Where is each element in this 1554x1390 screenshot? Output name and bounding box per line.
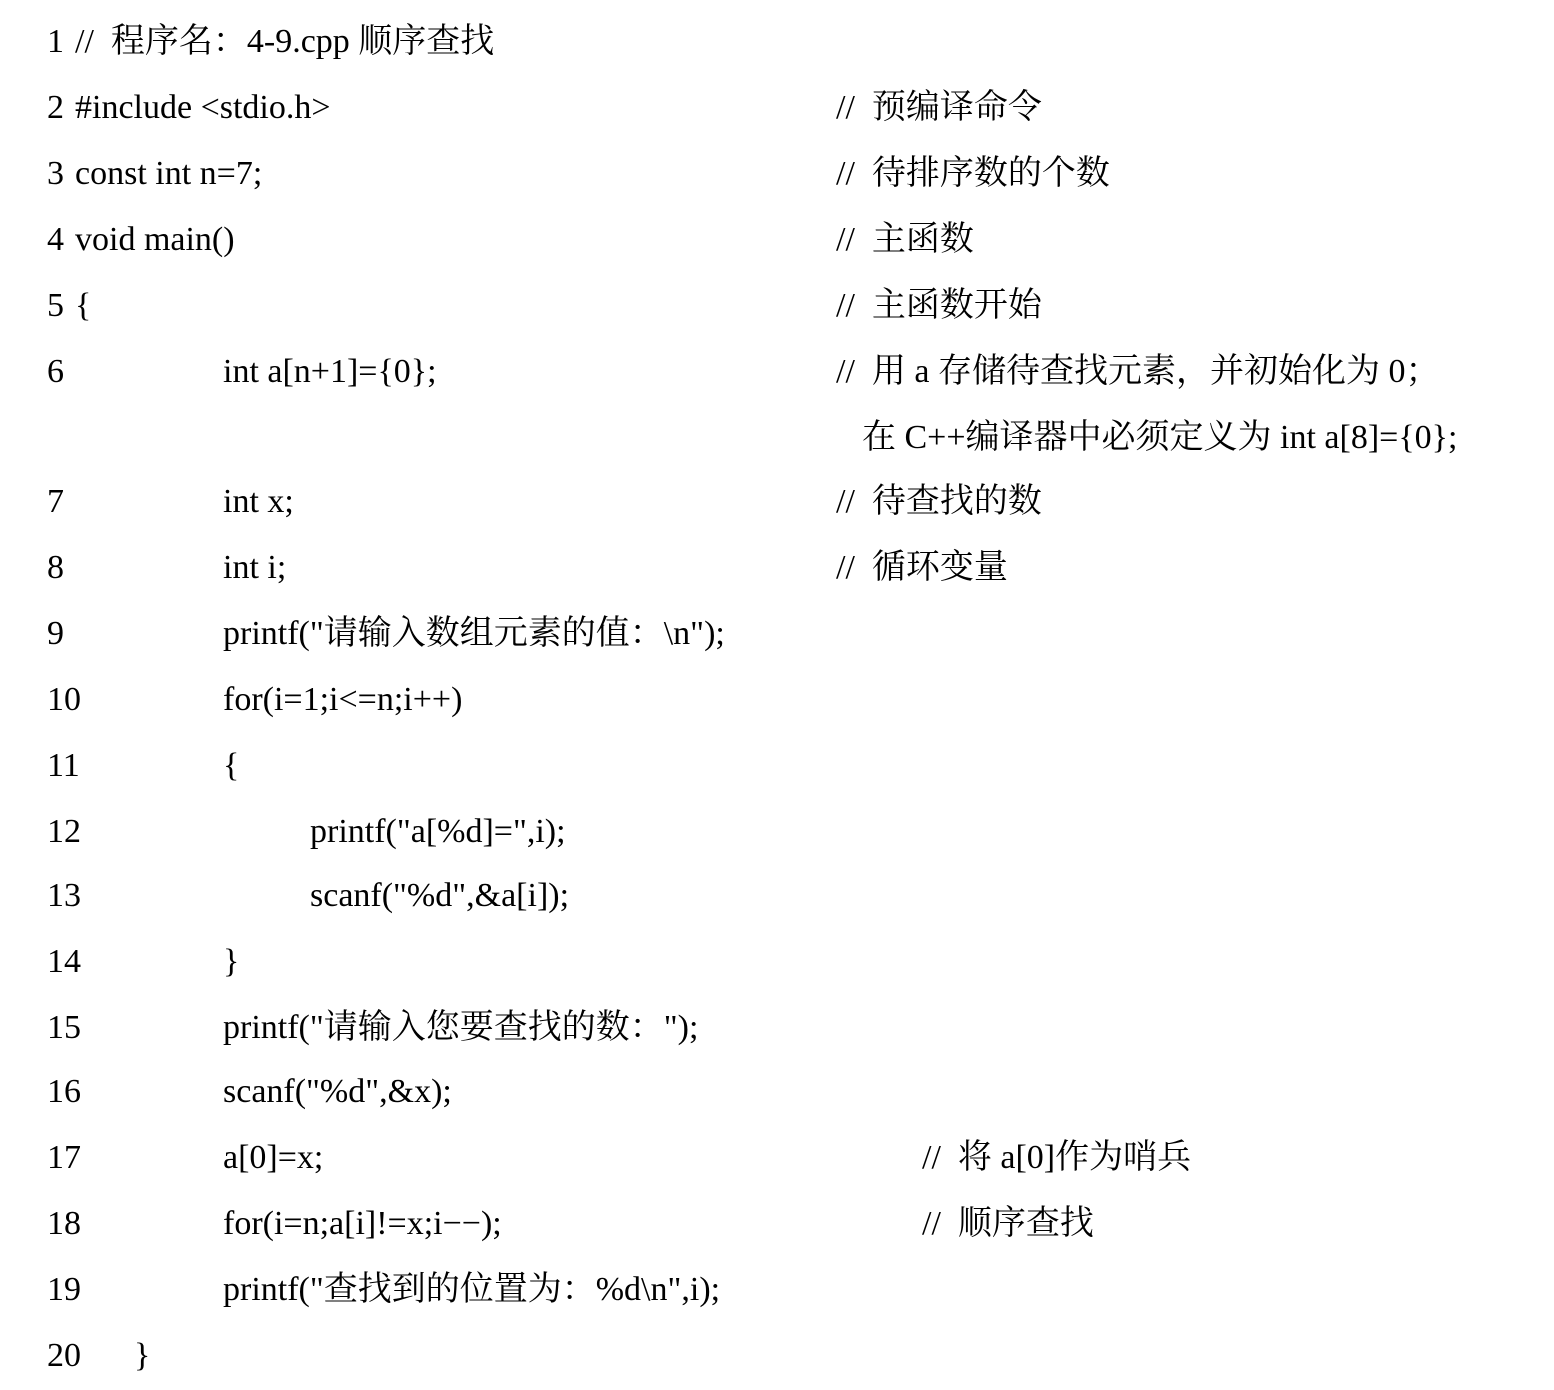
line-number: 10 xyxy=(47,681,81,718)
line-number: 1 xyxy=(47,23,64,60)
code-comment-continuation: 在 C++编译器中必须定义为 int a[8]={0}; xyxy=(862,419,1458,456)
code-text: int a[n+1]={0}; xyxy=(223,353,437,390)
code-text: printf("a[%d]=",i); xyxy=(310,813,566,850)
code-comment: // 主函数开始 xyxy=(836,287,1042,324)
code-comment: // 待查找的数 xyxy=(836,483,1042,520)
code-text: int i; xyxy=(223,549,287,586)
code-text: a[0]=x; xyxy=(223,1139,324,1176)
code-text: const int n=7; xyxy=(75,155,263,192)
code-text: { xyxy=(75,287,92,324)
line-number: 11 xyxy=(47,747,80,784)
code-comment: // 待排序数的个数 xyxy=(836,155,1110,192)
line-number: 13 xyxy=(47,877,81,914)
code-text: scanf("%d",&x); xyxy=(223,1073,452,1110)
line-number: 14 xyxy=(47,943,81,980)
line-number: 8 xyxy=(47,549,64,586)
code-comment: // 循环变量 xyxy=(836,549,1008,586)
code-comment: // 顺序查找 xyxy=(922,1205,1094,1242)
code-text: } xyxy=(134,1337,151,1374)
line-number: 20 xyxy=(47,1337,81,1374)
line-number: 9 xyxy=(47,615,64,652)
line-number: 7 xyxy=(47,483,64,520)
code-text: printf("请输入您要查找的数："); xyxy=(223,1009,699,1046)
line-number: 4 xyxy=(47,221,64,258)
line-number: 18 xyxy=(47,1205,81,1242)
line-number: 6 xyxy=(47,353,64,390)
code-text: { xyxy=(223,747,240,784)
code-text: printf("查找到的位置为：%d\n",i); xyxy=(223,1271,721,1308)
code-text: // 程序名：4-9.cpp 顺序查找 xyxy=(75,23,495,60)
code-text: void main() xyxy=(75,221,235,258)
code-text: for(i=1;i<=n;i++) xyxy=(223,681,463,718)
code-text: scanf("%d",&a[i]); xyxy=(310,877,570,914)
line-number: 16 xyxy=(47,1073,81,1110)
code-comment: // 将 a[0]作为哨兵 xyxy=(922,1139,1192,1176)
code-text: int x; xyxy=(223,483,294,520)
line-number: 2 xyxy=(47,89,64,126)
line-number: 12 xyxy=(47,813,81,850)
code-comment: // 预编译命令 xyxy=(836,89,1042,126)
line-number: 5 xyxy=(47,287,64,324)
code-text: for(i=n;a[i]!=x;i−−); xyxy=(223,1205,502,1242)
line-number: 17 xyxy=(47,1139,81,1176)
line-number: 3 xyxy=(47,155,64,192)
code-comment: // 用 a 存储待查找元素，并初始化为 0； xyxy=(836,353,1440,390)
code-text: printf("请输入数组元素的值：\n"); xyxy=(223,615,725,652)
line-number: 19 xyxy=(47,1271,81,1308)
line-number: 15 xyxy=(47,1009,81,1046)
code-comment: // 主函数 xyxy=(836,221,974,258)
code-text: #include <stdio.h> xyxy=(75,89,331,126)
code-text: } xyxy=(223,943,240,980)
